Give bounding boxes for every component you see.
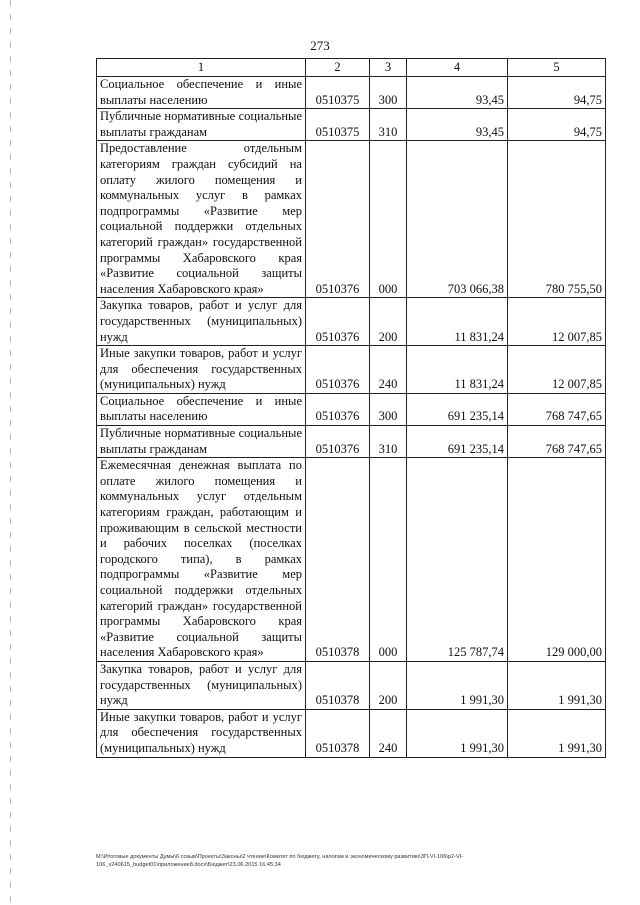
- row-code-cell: 0510378: [306, 458, 370, 662]
- row-value-2015-cell: 1 991,30: [407, 661, 508, 709]
- row-type-cell: 310: [370, 426, 407, 458]
- table-row: [97, 298, 606, 346]
- row-name-cell: Закупка товаров, работ и услуг для государственных (муниципальных) нужд: [97, 298, 306, 346]
- row-name-cell: Иные закупки товаров, работ и услуг для обеспечения государственных (муниципальных) нужд: [97, 346, 306, 394]
- row-value-2015-cell: 93,45: [407, 77, 508, 109]
- table-row: [97, 661, 606, 709]
- row-type-cell: 310: [370, 109, 407, 141]
- file-path-footer: M:\Итоговые документы Думы\6 созыв\Проекты\Законы\2 чтение\Комитет по бюджету, налогам и экономическому развитию\ЗП-VI-106\р2-VI-106_v240615_budget01\приложение8.docx\Бюджет\23.06.2015 16:45:34: [96, 854, 464, 868]
- row-value-2015-cell: 1 991,30: [407, 709, 508, 757]
- row-code-cell: 0510378: [306, 661, 370, 709]
- row-code-cell: 0510375: [306, 109, 370, 141]
- row-type-cell: 000: [370, 141, 407, 298]
- table-row: [97, 426, 606, 458]
- row-value-2016-cell: 1 991,30: [508, 709, 606, 757]
- row-value-2016-cell: 1 991,30: [508, 661, 606, 709]
- row-value-2015-cell: 11 831,24: [407, 346, 508, 394]
- row-type-cell: 300: [370, 393, 407, 425]
- column-header: 1: [97, 59, 306, 77]
- scan-margin-line: [10, 0, 11, 905]
- row-code-cell: 0510376: [306, 346, 370, 394]
- row-code-cell: 0510376: [306, 426, 370, 458]
- budget-table: [96, 58, 606, 758]
- table-row: [97, 77, 606, 109]
- row-code-cell: 0510376: [306, 141, 370, 298]
- row-value-2016-cell: 94,75: [508, 109, 606, 141]
- row-code-cell: 0510375: [306, 77, 370, 109]
- row-value-2016-cell: 129 000,00: [508, 458, 606, 662]
- column-header: 3: [370, 59, 407, 77]
- row-name-cell: Публичные нормативные социальные выплаты гражданам: [97, 426, 306, 458]
- row-name-cell: Иные закупки товаров, работ и услуг для обеспечения государственных (муниципальных) нужд: [97, 709, 306, 757]
- row-value-2015-cell: 125 787,74: [407, 458, 508, 662]
- column-header: 5: [508, 59, 606, 77]
- row-code-cell: 0510378: [306, 709, 370, 757]
- row-type-cell: 300: [370, 77, 407, 109]
- row-type-cell: 200: [370, 298, 407, 346]
- column-header: 2: [306, 59, 370, 77]
- table-row: [97, 458, 606, 662]
- row-value-2015-cell: 93,45: [407, 109, 508, 141]
- row-type-cell: 200: [370, 661, 407, 709]
- table-header-row: [97, 59, 606, 77]
- row-value-2016-cell: 12 007,85: [508, 298, 606, 346]
- row-code-cell: 0510376: [306, 393, 370, 425]
- row-name-cell: Социальное обеспечение и иные выплаты населению: [97, 77, 306, 109]
- table-row: [97, 393, 606, 425]
- row-code-cell: 0510376: [306, 298, 370, 346]
- column-header: 4: [407, 59, 508, 77]
- row-value-2015-cell: 691 235,14: [407, 393, 508, 425]
- table-row: [97, 346, 606, 394]
- row-name-cell: Ежемесячная денежная выплата по оплате жилого помещения и коммунальных услуг отдельным категориям граждан, работающим и проживающим в сельской местности и рабочих поселках (поселках городского типа), в рамках подпрограммы «Развитие мер социальной поддержки отдельных категорий граждан» государственной программы Хабаровского края «Развитие социальной защиты населения Хабаровского края»: [97, 458, 306, 662]
- row-value-2015-cell: 11 831,24: [407, 298, 508, 346]
- row-value-2016-cell: 768 747,65: [508, 393, 606, 425]
- row-name-cell: Социальное обеспечение и иные выплаты населению: [97, 393, 306, 425]
- row-value-2016-cell: 94,75: [508, 77, 606, 109]
- row-value-2016-cell: 780 755,50: [508, 141, 606, 298]
- table-row: [97, 709, 606, 757]
- row-value-2016-cell: 768 747,65: [508, 426, 606, 458]
- page-number: 273: [310, 38, 330, 53]
- row-type-cell: 240: [370, 709, 407, 757]
- row-type-cell: 000: [370, 458, 407, 662]
- row-value-2015-cell: 691 235,14: [407, 426, 508, 458]
- table-row: [97, 109, 606, 141]
- table-row: [97, 141, 606, 298]
- row-name-cell: Публичные нормативные социальные выплаты гражданам: [97, 109, 306, 141]
- row-type-cell: 240: [370, 346, 407, 394]
- row-value-2016-cell: 12 007,85: [508, 346, 606, 394]
- row-name-cell: Предоставление отдельным категориям граждан субсидий на оплату жилого помещения и коммунальных услуг в рамках подпрограммы «Развитие мер социальной поддержки отдельных категорий граждан» государственной программы Хабаровского края «Развитие социальной защиты населения Хабаровского края»: [97, 141, 306, 298]
- row-name-cell: Закупка товаров, работ и услуг для государственных (муниципальных) нужд: [97, 661, 306, 709]
- row-value-2015-cell: 703 066,38: [407, 141, 508, 298]
